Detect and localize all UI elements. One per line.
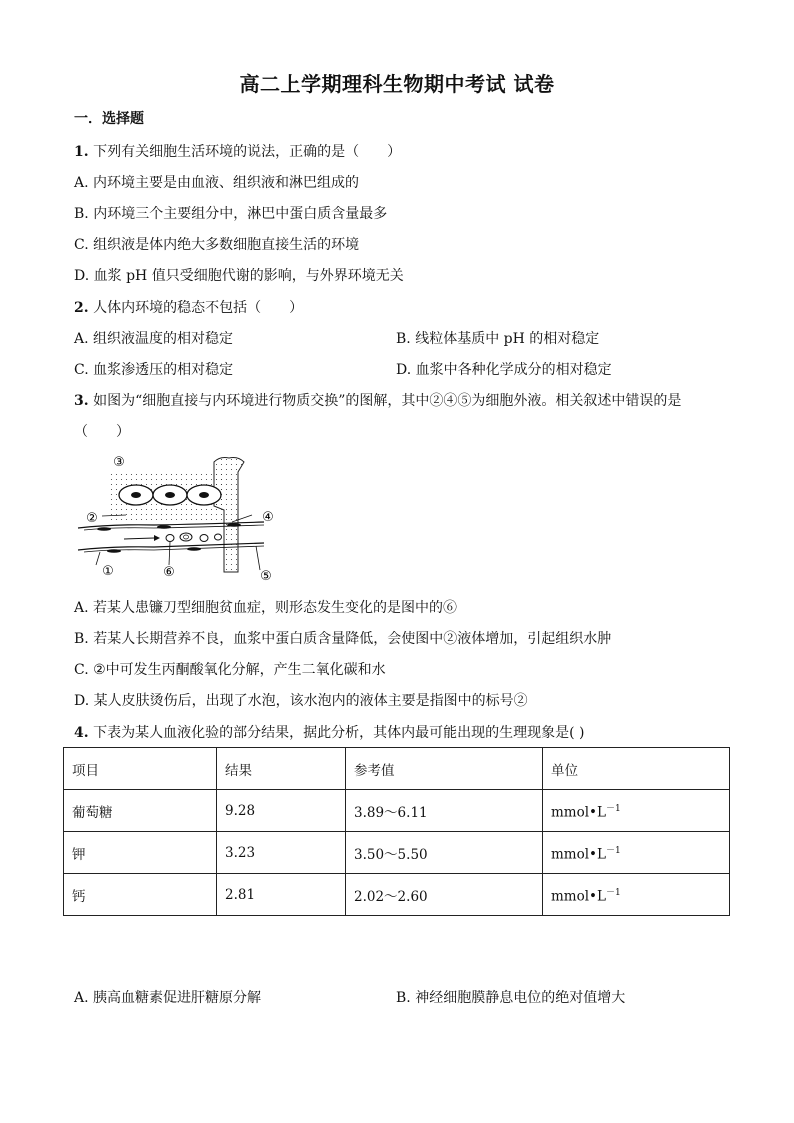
- capillary-tissue-diagram: [74, 452, 284, 582]
- table-cell: 3.23: [217, 832, 346, 874]
- table-row: [64, 874, 730, 916]
- question-text: 如图为“细胞直接与内环境进行物质交换”的图解，其中②④⑤为细胞外液。相关叙述中错误的是: [93, 393, 682, 409]
- table-cell: 2.02～2.60: [346, 874, 543, 916]
- option-text: 血浆中各种化学成分的相对稳定: [415, 362, 612, 378]
- unit-text: mmol•L: [551, 846, 606, 863]
- column-header: 项目: [64, 748, 217, 790]
- table-header-row: [64, 748, 730, 790]
- option-text: 神经细胞膜静息电位的绝对值增大: [415, 990, 626, 1006]
- table-cell: 钙: [64, 874, 217, 916]
- question-number: 1.: [74, 144, 89, 160]
- option-letter: C.: [74, 662, 89, 678]
- q3-option-a: [74, 597, 457, 617]
- question-3-stem-bracket: （ ）: [74, 424, 130, 440]
- blood-flow-arrow: [124, 538, 154, 539]
- table-cell: 3.50～5.50: [346, 832, 543, 874]
- blood-test-table: [63, 747, 730, 916]
- cell-nucleus: [199, 492, 209, 498]
- q2-option-d: [396, 359, 612, 379]
- option-text: 组织液是体内绝大多数细胞直接生活的环境: [93, 237, 360, 253]
- option-letter: D.: [396, 362, 412, 378]
- question-3-stem: [74, 390, 681, 410]
- table-row: [64, 790, 730, 832]
- label-5: ⑤: [260, 569, 272, 582]
- cell-nucleus: [165, 492, 175, 498]
- q3-option-c: [74, 659, 386, 679]
- option-letter: A.: [74, 600, 89, 616]
- question-4-stem: [74, 722, 584, 742]
- option-letter: B.: [74, 631, 89, 647]
- column-header: 单位: [543, 748, 730, 790]
- option-text: 血浆渗透压的相对稳定: [93, 362, 234, 378]
- q3-option-d: [74, 690, 528, 710]
- unit-text: mmol•L: [551, 888, 606, 905]
- q2-option-c: [74, 359, 233, 379]
- q4-option-b: [396, 987, 625, 1007]
- column-header: 结果: [217, 748, 346, 790]
- option-text: 组织液温度的相对稳定: [93, 331, 234, 347]
- table-cell: 2.81: [217, 874, 346, 916]
- option-text: ②中可发生丙酮酸氧化分解，产生二氧化碳和水: [93, 662, 386, 678]
- unit-exponent: －1: [605, 887, 621, 898]
- question-1-stem: [74, 141, 401, 161]
- table-cell: 钾: [64, 832, 217, 874]
- option-text: 内环境三个主要组分中，淋巴中蛋白质含量最多: [93, 206, 388, 222]
- table-cell-unit: [543, 832, 730, 874]
- option-text: 胰高血糖素促进肝糖原分解: [93, 990, 262, 1006]
- table-cell: 3.89～6.11: [346, 790, 543, 832]
- option-letter: A.: [74, 331, 89, 347]
- q1-option-d: [74, 265, 404, 285]
- q2-option-b: [396, 328, 599, 348]
- table-cell-unit: [543, 874, 730, 916]
- label-1: ①: [102, 564, 114, 579]
- white-blood-cell: [180, 533, 192, 541]
- unit-exponent: －1: [605, 845, 621, 856]
- section-heading: 一．选择题: [74, 111, 144, 127]
- unit-exponent: －1: [605, 803, 621, 814]
- option-text: 内环境主要是由血液、组织液和淋巴组成的: [93, 175, 360, 191]
- q1-option-a: [74, 172, 359, 192]
- cell-nucleus: [131, 492, 141, 498]
- question-text: 人体内环境的稳态不包括（ ）: [93, 300, 304, 316]
- option-text: 血浆 pH 值只受细胞代谢的影响，与外界环境无关: [93, 268, 404, 284]
- unit-text: mmol•L: [551, 804, 606, 821]
- option-letter: C.: [74, 237, 89, 253]
- question-text: 下列有关细胞生活环境的说法，正确的是（ ）: [93, 144, 402, 160]
- option-text: 若某人患镰刀型细胞贫血症，则形态发生变化的是图中的⑥: [93, 600, 458, 616]
- column-header: 参考值: [346, 748, 543, 790]
- question-2-stem: [74, 297, 303, 317]
- table-row: [64, 832, 730, 874]
- table-cell: 9.28: [217, 790, 346, 832]
- option-text: 线粒体基质中 pH 的相对稳定: [415, 331, 600, 347]
- page-title: 高二上学期理科生物期中考试 试卷: [239, 72, 555, 96]
- label-3: ③: [113, 455, 125, 470]
- option-letter: B.: [396, 331, 411, 347]
- question-text: 下表为某人血液化验的部分结果，据此分析，其体内最可能出现的生理现象是( ): [93, 725, 585, 741]
- option-letter: D.: [74, 693, 90, 709]
- question-number: 3.: [74, 393, 89, 409]
- option-letter: C.: [74, 362, 89, 378]
- red-blood-cell: [166, 535, 174, 542]
- table-cell: 葡萄糖: [64, 790, 217, 832]
- option-letter: A.: [74, 175, 89, 191]
- table-cell-unit: [543, 790, 730, 832]
- q4-option-a: [74, 987, 261, 1007]
- option-letter: D.: [74, 268, 90, 284]
- q1-option-c: [74, 234, 359, 254]
- question-number: 4.: [74, 725, 89, 741]
- label-4: ④: [262, 510, 274, 525]
- q1-option-b: [74, 203, 387, 223]
- question-number: 2.: [74, 300, 89, 316]
- option-letter: B.: [396, 990, 411, 1006]
- label-2: ②: [86, 511, 98, 526]
- q3-option-b: [74, 628, 611, 648]
- red-blood-cell: [200, 535, 208, 542]
- option-letter: A.: [74, 990, 89, 1006]
- option-letter: B.: [74, 206, 89, 222]
- option-text: 若某人长期营养不良，血浆中蛋白质含量降低，会使图中②液体增加，引起组织水肿: [93, 631, 612, 647]
- red-blood-cell: [215, 534, 222, 540]
- option-text: 某人皮肤烫伤后，出现了水泡，该水泡内的液体主要是指图中的标号②: [93, 693, 528, 709]
- label-6: ⑥: [163, 565, 175, 580]
- q2-option-a: [74, 328, 233, 348]
